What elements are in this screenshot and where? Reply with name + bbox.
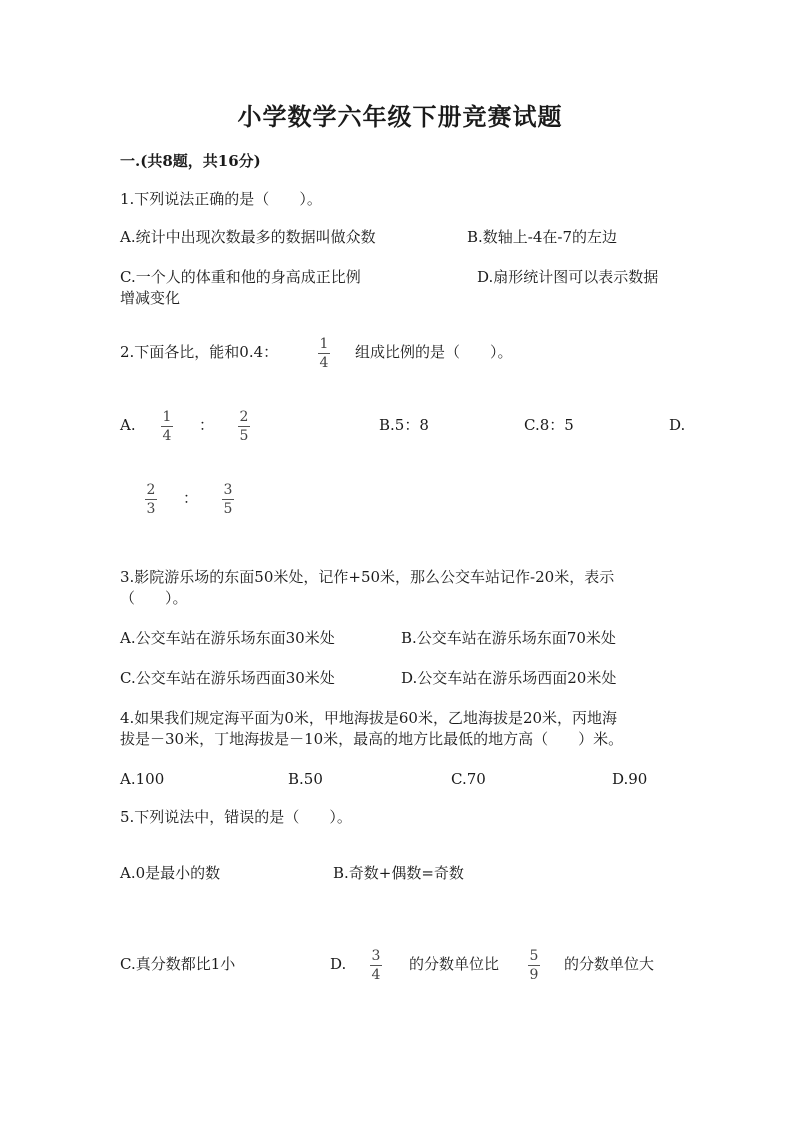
q2-option-a-colon: ： bbox=[199, 416, 215, 434]
q2-option-d-label: D. bbox=[669, 416, 686, 434]
q5-stem: 5.下列说法中，错误的是（ ）。 bbox=[120, 808, 352, 826]
q3-stem-cont: （ ）。 bbox=[120, 589, 188, 607]
q5-option-d-fraction-2 bbox=[526, 948, 542, 983]
q4-option-c: C.70 bbox=[451, 770, 486, 788]
q2-option-d-fraction-2 bbox=[220, 482, 236, 517]
fraction-denominator: 9 bbox=[529, 967, 539, 983]
q4-option-d: D.90 bbox=[612, 770, 648, 788]
fraction-bar bbox=[222, 499, 234, 500]
fraction-bar bbox=[161, 426, 173, 427]
q2-option-a-fraction-2 bbox=[236, 409, 252, 444]
page-title: 小学数学六年级下册竞赛试题 bbox=[237, 102, 563, 131]
fraction-numerator: 2 bbox=[239, 409, 249, 425]
fraction-bar bbox=[238, 426, 250, 427]
fraction-numerator: 3 bbox=[371, 948, 381, 964]
q5-option-b: B.奇数+偶数=奇数 bbox=[333, 864, 464, 882]
q5-option-d-post: 的分数单位大 bbox=[564, 955, 655, 973]
q5-option-d-mid: 的分数单位比 bbox=[409, 955, 500, 973]
q5-option-c: C.真分数都比1小 bbox=[120, 955, 236, 973]
q3-stem: 3.影院游乐场的东面50米处，记作+50米，那么公交车站记作-20米，表示 bbox=[120, 568, 615, 586]
q2-stem-fraction bbox=[316, 336, 332, 371]
fraction-denominator: 4 bbox=[162, 428, 172, 444]
q3-option-b: B.公交车站在游乐场东面70米处 bbox=[401, 629, 616, 647]
q1-option-b: B.数轴上-4在-7的左边 bbox=[467, 228, 618, 246]
q5-option-a: A.0是最小的数 bbox=[120, 864, 221, 882]
q5-option-d-label: D. bbox=[330, 955, 347, 973]
q2-option-a-label: A. bbox=[120, 416, 136, 434]
fraction-denominator: 3 bbox=[146, 501, 156, 517]
q4-option-a: A.100 bbox=[120, 770, 165, 788]
q3-option-d: D.公交车站在游乐场西面20米处 bbox=[401, 669, 617, 687]
fraction-numerator: 1 bbox=[162, 409, 172, 425]
q2-stem-post: 组成比例的是（ ）。 bbox=[355, 343, 513, 361]
q1-option-d: D.扇形统计图可以表示数据 bbox=[477, 268, 659, 286]
fraction-numerator: 1 bbox=[319, 336, 329, 352]
q4-stem-cont: 拔是－30米，丁地海拔是－10米，最高的地方比最低的地方高（ ）米。 bbox=[120, 730, 624, 748]
q2-option-d-colon: ： bbox=[183, 489, 199, 507]
q5-option-d-fraction-1 bbox=[368, 948, 384, 983]
fraction-numerator: 5 bbox=[529, 948, 539, 964]
fraction-bar bbox=[318, 353, 330, 354]
q1-stem: 1.下列说法正确的是（ ）。 bbox=[120, 190, 322, 208]
section-header: 一.(共8题，共16分) bbox=[120, 152, 261, 170]
fraction-bar bbox=[370, 965, 382, 966]
q4-stem: 4.如果我们规定海平面为0米，甲地海拔是60米，乙地海拔是20米，丙地海 bbox=[120, 709, 618, 727]
fraction-denominator: 4 bbox=[319, 355, 329, 371]
q2-option-d-fraction-1 bbox=[143, 482, 159, 517]
q4-option-b: B.50 bbox=[288, 770, 323, 788]
q3-option-a: A.公交车站在游乐场东面30米处 bbox=[120, 629, 335, 647]
q2-option-b: B.5：8 bbox=[379, 416, 429, 434]
q2-stem: 2.下面各比，能和0.4： bbox=[120, 343, 279, 361]
fraction-numerator: 2 bbox=[146, 482, 156, 498]
fraction-bar bbox=[145, 499, 157, 500]
fraction-denominator: 4 bbox=[371, 967, 381, 983]
fraction-bar bbox=[528, 965, 540, 966]
fraction-denominator: 5 bbox=[223, 501, 233, 517]
q2-option-c: C.8：5 bbox=[524, 416, 574, 434]
fraction-numerator: 3 bbox=[223, 482, 233, 498]
q1-option-a: A.统计中出现次数最多的数据叫做众数 bbox=[120, 228, 376, 246]
fraction-denominator: 5 bbox=[239, 428, 249, 444]
q3-option-c: C.公交车站在游乐场西面30米处 bbox=[120, 669, 335, 687]
q1-option-d-cont: 增减变化 bbox=[120, 289, 181, 307]
q1-option-c: C.一个人的体重和他的身高成正比例 bbox=[120, 268, 361, 286]
q2-option-a-fraction-1 bbox=[159, 409, 175, 444]
